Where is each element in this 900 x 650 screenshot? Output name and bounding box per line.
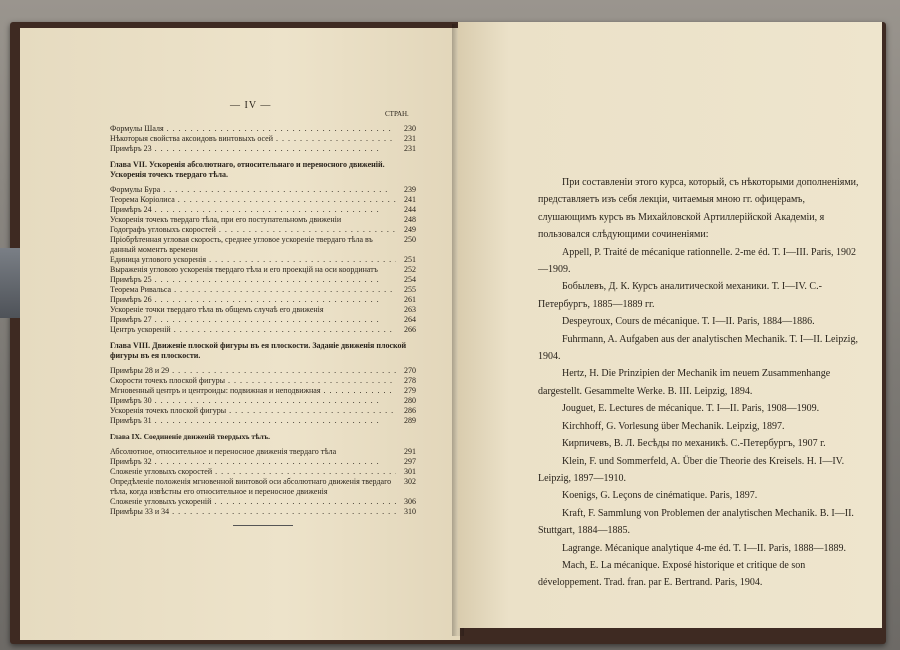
toc-entry-page: 255 — [404, 285, 416, 294]
bibliography-entry: Jouguet, E. Lectures de mécanique. T. I—II. Paris, 1908—1909. — [562, 403, 820, 415]
toc-entry — [110, 386, 416, 396]
toc-entry-title: Примѣры 28 и 29 . . . — [110, 366, 396, 376]
toc-entry — [110, 225, 416, 235]
toc-entry — [110, 416, 416, 426]
toc-entry-title: Ускореніе точки твердаго тѣла въ общемъ случаѣ его движенія — [110, 305, 324, 314]
toc-entry-page: 297 — [404, 457, 416, 466]
toc-entry-page: 231 — [404, 134, 416, 143]
toc-entry — [110, 477, 416, 497]
toc-entry-title: Нѣкоторыя свойства аксоидовъ винтовыхъ осей . . . — [110, 134, 396, 144]
toc-entry — [110, 305, 416, 315]
toc-entry — [110, 205, 416, 215]
toc-entry-page: 231 — [404, 144, 416, 153]
toc-entry — [110, 275, 416, 285]
toc-entry — [110, 325, 416, 335]
toc-entry-page: 250 — [404, 235, 416, 244]
toc-entry-page: 302 — [404, 477, 416, 486]
toc-entry-title: Формулы Шаля . . . — [110, 124, 396, 134]
toc-entry-page: 244 — [404, 205, 416, 214]
toc-entry-page: 306 — [404, 497, 416, 506]
bibliography-entry: Kraft, F. Sammlung von Problemen der analytischen Mechanik. B. I—II. Stuttgart, 1884—1885. — [538, 507, 854, 537]
toc-entry-title: Примѣръ 25 . . . — [110, 275, 396, 285]
toc-entry — [110, 144, 416, 154]
toc-entry-title: Единица углового ускоренія . . . — [110, 255, 396, 265]
bibliography-entry: Mach, E. La mécanique. Exposé historique et critique de son développement. Trad. fran. par E. Bertrand. Paris, 1904. — [538, 559, 806, 589]
bibliography-entry: Koenigs, G. Leçons de cinématique. Paris, 1897. — [562, 490, 758, 502]
toc-entry-page: 310 — [404, 507, 416, 516]
bibliography-entry: Despeyroux, Cours de mécanique. T. I—II. Paris, 1884—1886. — [562, 316, 815, 328]
bibliography-entry: Appell, P. Traité de mécanique rationnelle. 2-me éd. T. I—III. Paris, 1902—1909. — [538, 246, 857, 276]
toc-entry-title: Примѣръ 24 . . . — [110, 205, 396, 215]
toc-entry — [110, 195, 416, 205]
page-number: — IV — — [230, 100, 272, 111]
chapter-9-heading: Глава IX. Соединеніе движеній твердыхъ тѣлъ. — [110, 432, 270, 441]
preface-intro: При составленіи этого курса, который, съ нѣкоторыми дополненіями, представляетъ изъ себя лекціи, читаемыя мною гг. офицерамъ, слушающимъ курсъ въ Михайловской Артиллерійской Академіи, я пользовался слѣдующими сочиненіями: — [538, 177, 859, 241]
right-page — [458, 22, 882, 628]
toc-entry-page: 266 — [404, 325, 416, 334]
toc-section-top — [110, 124, 416, 154]
toc-entry-title: Примѣръ 23 . . . — [110, 144, 396, 154]
toc-entry-title: Абсолютное, относительное и переносное движенія твердаго тѣла — [110, 447, 337, 456]
preface — [538, 174, 860, 592]
toc-entry-page: 289 — [404, 416, 416, 425]
end-divider — [233, 525, 293, 526]
toc-entry-title: Теорема Ривальса . . . — [110, 285, 396, 295]
toc-entry — [110, 457, 416, 467]
toc-entry-page: 280 — [404, 396, 416, 405]
toc-entry — [110, 315, 416, 325]
toc-entry-title: Годографъ угловыхъ скоростей . . . — [110, 225, 396, 235]
toc-entry — [110, 467, 416, 477]
bibliography-entry: Бобылевъ, Д. К. Курсъ аналитической механики. Т. I—IV. С.-Петербургъ, 1885—1889 гг. — [538, 281, 822, 310]
toc-entry-page: 241 — [404, 195, 416, 204]
toc-entry — [110, 255, 416, 265]
table-of-contents — [110, 124, 416, 526]
bibliography-entry: Lagrange. Mécanique analytique 4-me éd. T. I—II. Paris, 1888—1889. — [562, 542, 846, 554]
toc-entry-title: Формулы Бура . . . — [110, 185, 396, 195]
toc-entry — [110, 134, 416, 144]
toc-entry-page: 278 — [404, 376, 416, 385]
toc-entry-page: 239 — [404, 185, 416, 194]
toc-entry-title: Выраженія угловою ускоренія твердаго тѣла и его проекцій на оси координатъ — [110, 265, 378, 274]
toc-entry-title: Примѣръ 26 . . . — [110, 295, 396, 305]
toc-entry-page: 264 — [404, 315, 416, 324]
bibliography-entry: Hertz, H. Die Prinzipien der Mechanik im neuem Zusammenhange dargestellt. Gesammelte Werke. B. III. Leipzig, 1894. — [538, 368, 831, 397]
toc-entry-page: 249 — [404, 225, 416, 234]
toc-entry-page: 230 — [404, 124, 416, 133]
toc-entry-page: 252 — [404, 265, 416, 274]
toc-entry-title: Примѣръ 27 . . . — [110, 315, 396, 325]
toc-entry-page: 251 — [404, 255, 416, 264]
toc-entry-title: Скорости точекъ плоской фигуры . . . — [110, 376, 396, 386]
toc-section-9 — [110, 447, 416, 517]
toc-entry-page: 248 — [404, 215, 416, 224]
toc-entry-title: Примѣръ 31 . . . — [110, 416, 396, 426]
toc-entry — [110, 507, 416, 517]
toc-entry — [110, 366, 416, 376]
toc-entry-page: 254 — [404, 275, 416, 284]
toc-entry — [110, 295, 416, 305]
toc-entry-title: Примѣръ 32 . . . — [110, 457, 396, 467]
toc-entry — [110, 185, 416, 195]
chapter-8-heading: Глава VIII. Движеніе плоской фигуры въ ея плоскости. Заданіе движенія плоской фигуры въ ея плоскости. — [110, 341, 407, 360]
toc-entry — [110, 376, 416, 386]
toc-entry — [110, 265, 416, 275]
toc-entry-title: Опредѣленіе положенія мгновенной винтовой оси абсолютнаго движенія твердаго тѣла, когда извѣстны его относительное и переносное движенія — [110, 477, 392, 496]
toc-entry — [110, 497, 416, 507]
toc-entry-page: 270 — [404, 366, 416, 375]
toc-entry-page: 301 — [404, 467, 416, 476]
toc-entry-title: Ускоренія точекъ плоской фигуры . . . — [110, 406, 396, 416]
left-page — [20, 28, 460, 640]
chapter-7-heading: Глава VII. Ускоренія абсолютнаго, относительнаго и переносного движеній. Ускоренія точекъ твердаго тѣла. — [110, 160, 385, 179]
bibliography-entry: Fuhrmann, A. Aufgaben aus der analytischen Mechanik. T. I—II. Leipzig, 1904. — [538, 333, 858, 363]
toc-entry-page: 263 — [404, 305, 416, 314]
bibliography-entry: Klein, F. und Sommerfeld, A. Über die Theorie des Kreisels. H. I—IV. Leipzig, 1897—1910. — [538, 455, 845, 484]
toc-entry — [110, 235, 416, 255]
toc-entry — [110, 406, 416, 416]
toc-section-8 — [110, 366, 416, 426]
toc-entry-title: Мгновенный центръ и центроиды: подвижная и неподвижная . . . — [110, 386, 396, 396]
bibliography-entry: Кирпичевъ, В. Л. Бесѣды по механикѣ. С.-Петербургъ, 1907 г. — [562, 438, 826, 450]
toc-entry-title: Примѣры 33 и 34 . . . — [110, 507, 396, 517]
toc-section-7 — [110, 185, 416, 335]
toc-entry — [110, 396, 416, 406]
toc-entry-page: 291 — [404, 447, 416, 456]
toc-entry-title: Примѣръ 30 . . . — [110, 396, 396, 406]
toc-entry-page: 261 — [404, 295, 416, 304]
bibliography-entry: Kirchhoff, G. Vorlesung über Mechanik. Leipzig, 1897. — [562, 420, 785, 432]
toc-entry — [110, 447, 416, 457]
toc-entry-title: Ускоренія точекъ твердаго тѣла, при его поступательномъ движеніи — [110, 215, 342, 224]
page-column-heading: СТРАН. — [385, 110, 409, 118]
toc-entry-page: 286 — [404, 406, 416, 415]
toc-entry-title: Пріобрѣтенная угловая скорость, среднее угловое ускореніе твердаго тѣла въ данный моментъ времени — [110, 235, 373, 254]
toc-entry-title: Теорема Коріолиса . . . — [110, 195, 396, 205]
toc-entry — [110, 124, 416, 134]
toc-entry — [110, 215, 416, 225]
bibliography-list — [538, 244, 860, 592]
toc-entry-title: Сложеніе угловыхъ скоростей . . . — [110, 467, 396, 477]
toc-entry — [110, 285, 416, 295]
toc-entry-title: Сложеніе угловыхъ ускореній . . . — [110, 497, 396, 507]
toc-entry-title: Центръ ускореній . . . — [110, 325, 396, 335]
toc-entry-page: 279 — [404, 386, 416, 395]
